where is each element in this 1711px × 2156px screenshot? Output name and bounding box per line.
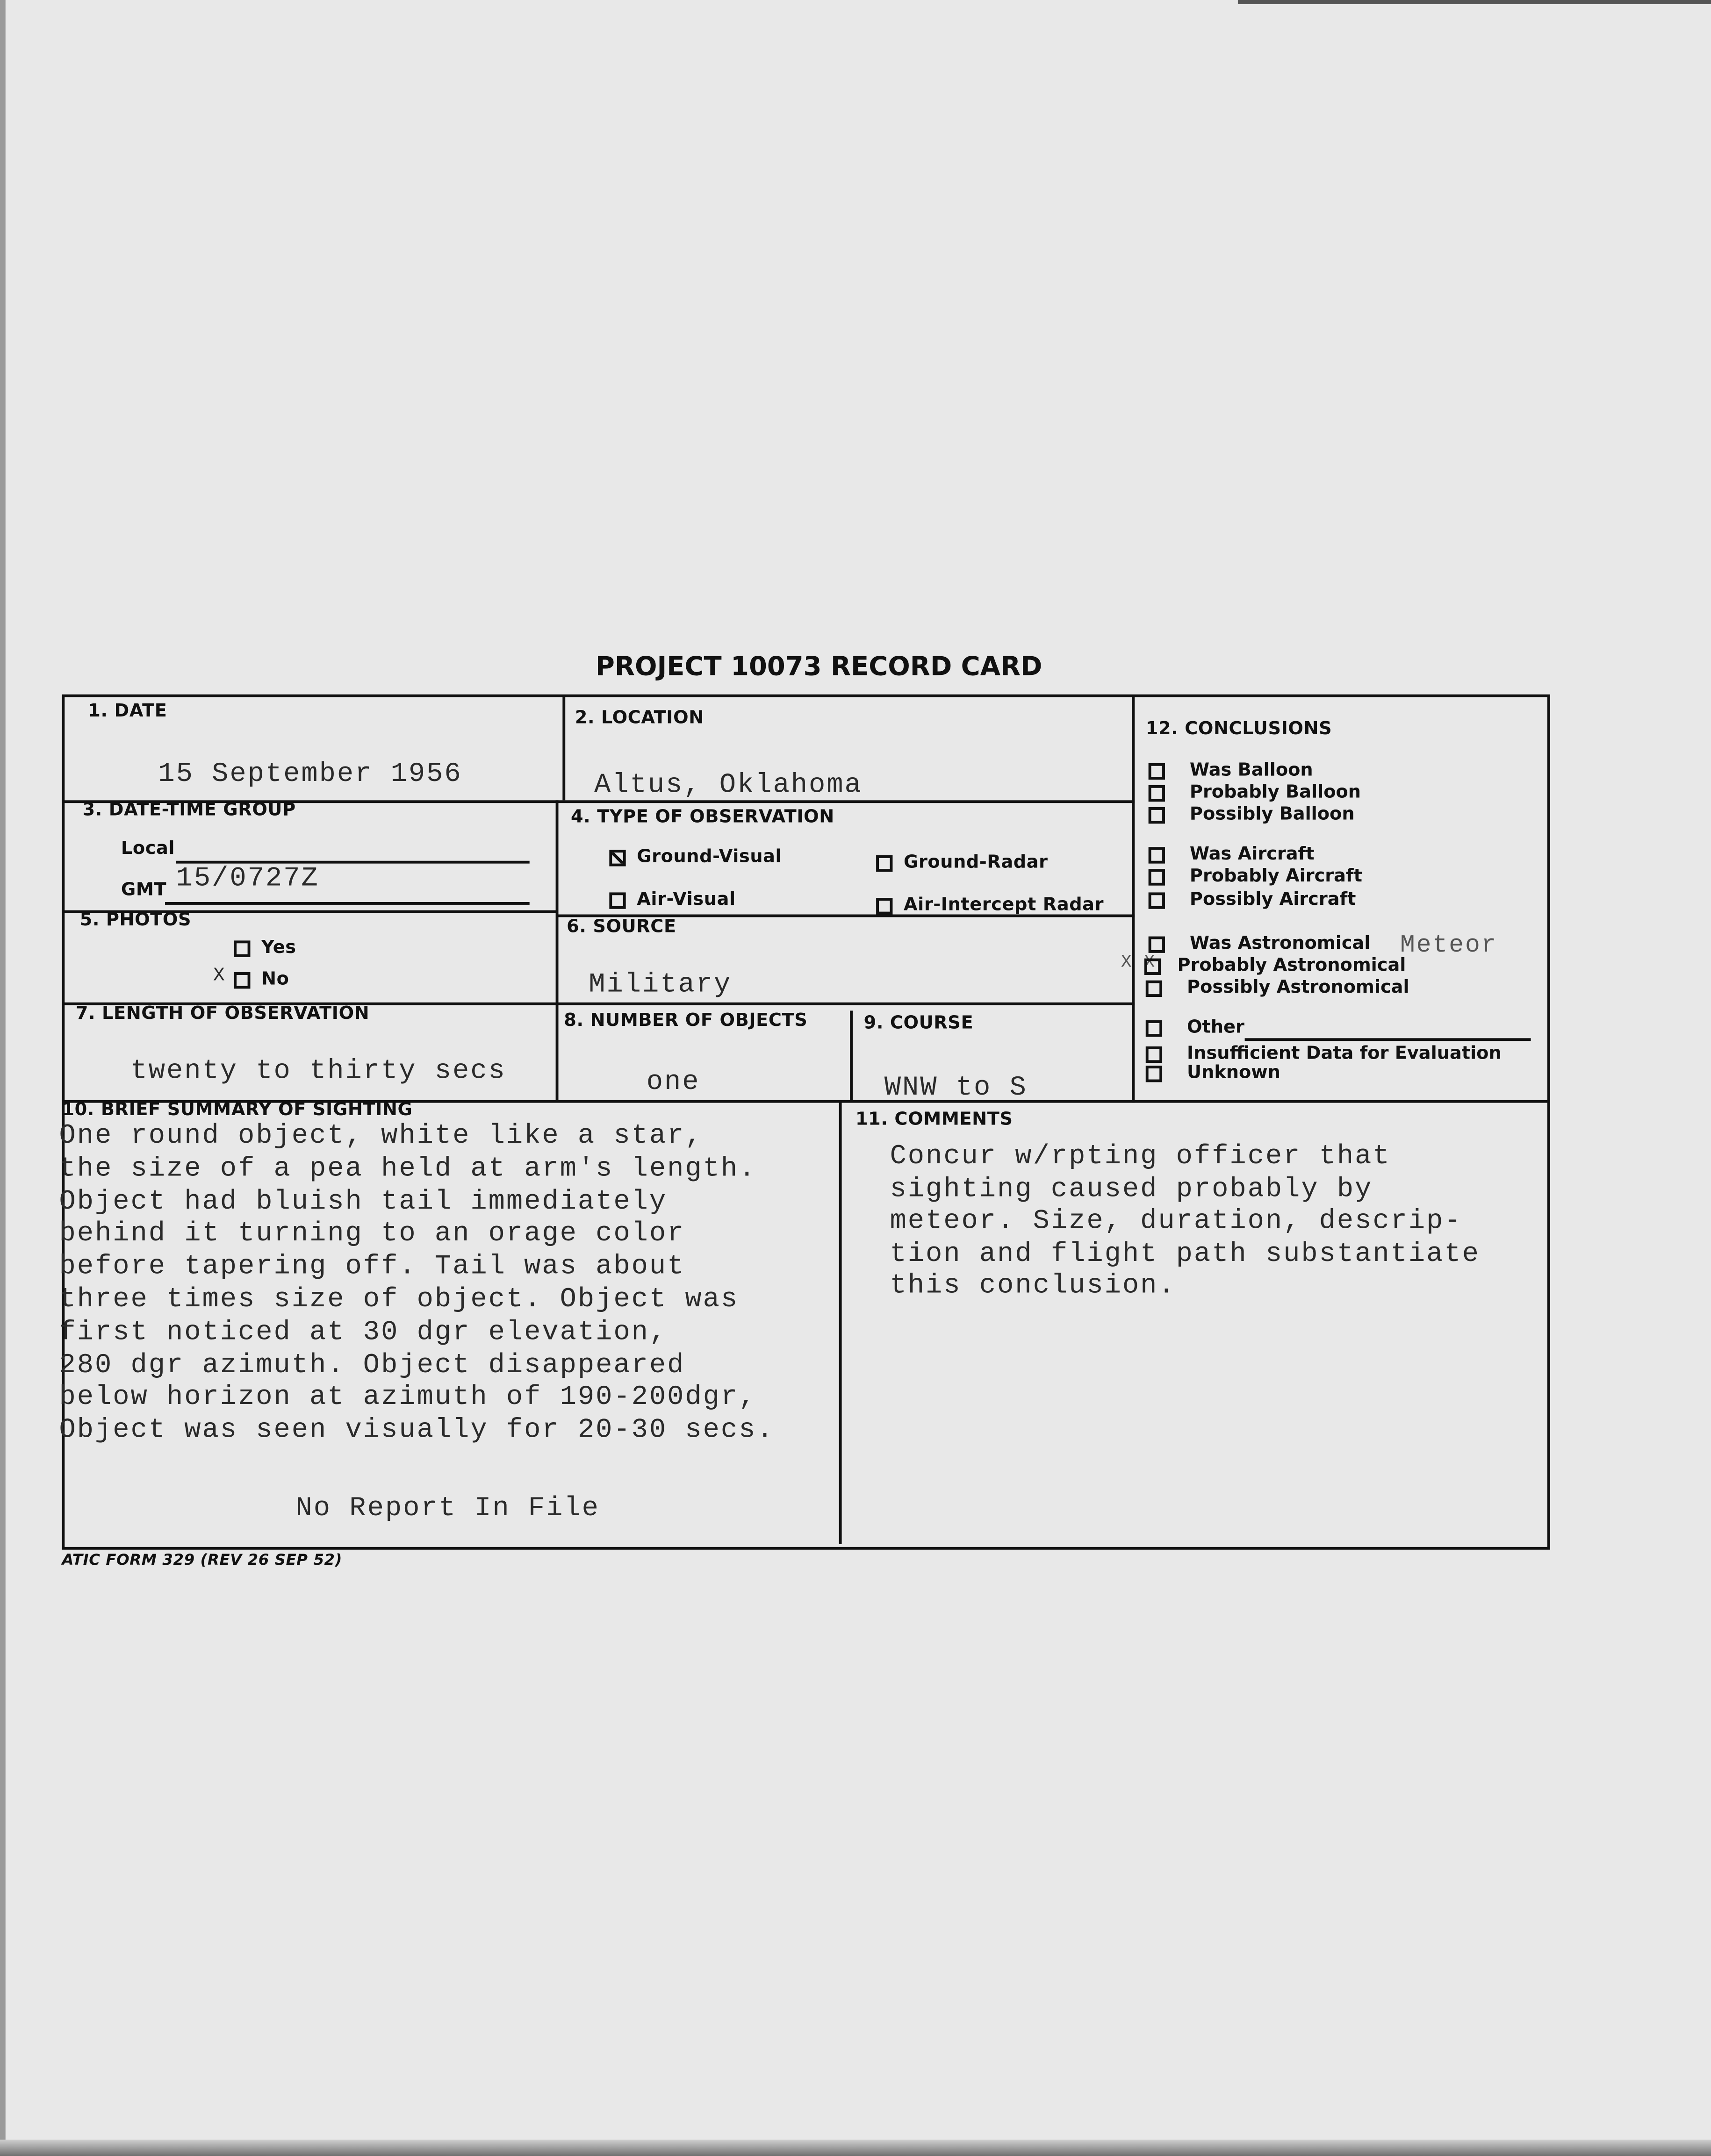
location-label: 2. LOCATION — [575, 708, 704, 729]
scan-edge-top — [1238, 0, 1711, 4]
conclusion-label: Unknown — [1187, 1063, 1280, 1084]
course-label: 9. COURSE — [863, 1013, 974, 1034]
checkbox-icon — [609, 892, 625, 908]
date-time-group-label: 3. DATE-TIME GROUP — [82, 800, 296, 821]
option-label: Air-Visual — [637, 889, 736, 910]
conclusion-label: Probably Balloon — [1189, 782, 1361, 803]
conclusion-possibly-aircraft — [1149, 890, 1356, 910]
conclusion-probably-astronomical — [1144, 956, 1406, 976]
conclusion-label: Probably Aircraft — [1189, 866, 1362, 887]
conclusion-possibly-balloon — [1149, 804, 1355, 825]
conclusions-label: 12. CONCLUSIONS — [1145, 719, 1332, 740]
gmt-field-line — [165, 902, 530, 904]
scan-edge-left — [0, 0, 6, 2156]
location-value: Altus, Oklahoma — [594, 770, 863, 802]
conclusion-label: Was Aircraft — [1189, 844, 1315, 865]
source-value: Military — [589, 969, 732, 1001]
checkbox-checked-icon — [1144, 958, 1161, 974]
summary-line: first noticed at 30 dgr elevation, — [59, 1317, 668, 1349]
checkbox-icon — [876, 855, 892, 871]
photos-label: 5. PHOTOS — [79, 910, 192, 931]
checkbox-icon — [1149, 892, 1165, 908]
option-ground-radar — [876, 852, 1048, 873]
comment-line: sighting caused probably by — [890, 1174, 1373, 1205]
conclusion-label: Other — [1187, 1017, 1244, 1039]
checkbox-icon — [1149, 936, 1165, 952]
photos-no — [234, 969, 289, 990]
checkbox-icon — [876, 897, 892, 914]
checkbox-icon — [1149, 807, 1165, 823]
conclusion-possibly-astronomical — [1146, 978, 1409, 998]
conclusion-label: Insufficient Data for Evaluation — [1187, 1044, 1502, 1065]
conclusion-insufficient-data — [1146, 1044, 1502, 1064]
card-title: PROJECT 10073 RECORD CARD — [595, 652, 1042, 682]
typed-note-meteor: Meteor — [1400, 932, 1498, 960]
conclusion-label: Probably Astronomical — [1177, 955, 1406, 976]
summary-line: Object had bluish tail immediately — [59, 1186, 668, 1218]
divider — [839, 1100, 842, 1544]
divider — [1132, 697, 1135, 1103]
length-value: twenty to thirty secs — [130, 1056, 506, 1088]
comments-label: 11. COMMENTS — [855, 1110, 1013, 1131]
type-of-observation-label: 4. TYPE OF OBSERVATION — [570, 807, 834, 828]
checkbox-icon — [1146, 1046, 1162, 1062]
conclusion-label: Possibly Balloon — [1189, 804, 1355, 825]
conclusion-label: Possibly Aircraft — [1189, 889, 1356, 910]
checkbox-icon — [234, 972, 250, 988]
option-label: Yes — [261, 938, 296, 959]
scan-edge-bottom — [0, 2140, 1711, 2156]
option-ground-visual — [609, 847, 782, 867]
checkbox-icon — [1149, 784, 1165, 801]
course-value: WNW to S — [884, 1072, 1028, 1104]
conclusion-was-astronomical — [1149, 934, 1371, 954]
gmt-label: GMT — [121, 880, 167, 901]
divider — [556, 800, 559, 1100]
comment-line: Concur w/rpting officer that — [890, 1141, 1391, 1173]
summary-line: the size of a pea held at arm's length. — [59, 1153, 757, 1185]
checkbox-icon — [1149, 762, 1165, 779]
local-label: Local — [121, 838, 175, 860]
summary-line: three times size of object. Object was — [59, 1284, 739, 1316]
divider — [850, 1010, 853, 1100]
checkbox-icon — [1149, 846, 1165, 863]
number-of-objects-value: one — [646, 1067, 700, 1099]
conclusion-other — [1146, 1017, 1244, 1038]
checkbox-icon — [1146, 1065, 1162, 1082]
comment-line: this conclusion. — [890, 1270, 1176, 1303]
option-label: Air-Intercept Radar — [903, 895, 1104, 916]
date-value: 15 September 1956 — [158, 759, 462, 791]
summary-line: Object was seen visually for 20-30 secs. — [59, 1415, 775, 1447]
source-label: 6. SOURCE — [567, 917, 676, 938]
conclusion-probably-balloon — [1149, 782, 1361, 803]
summary-line: below horizon at azimuth of 190-200dgr, — [59, 1382, 757, 1414]
summary-label: 10. BRIEF SUMMARY OF SIGHTING — [62, 1100, 413, 1121]
option-label: No — [261, 969, 289, 990]
option-air-intercept-radar — [876, 895, 1104, 916]
length-label: 7. LENGTH OF OBSERVATION — [75, 1003, 370, 1024]
other-field-line — [1245, 1038, 1531, 1040]
checkbox-icon — [234, 940, 250, 956]
summary-line: before tapering off. Tail was about — [59, 1251, 685, 1283]
date-label: 1. DATE — [88, 701, 167, 722]
comment-line: tion and flight path substantiate — [890, 1238, 1480, 1270]
option-label: Ground-Visual — [637, 847, 782, 868]
comments-text — [890, 1141, 1480, 1303]
checkbox-checked-icon — [609, 849, 625, 866]
checkbox-icon — [1146, 980, 1162, 996]
number-of-objects-label: 8. NUMBER OF OBJECTS — [564, 1010, 808, 1031]
summary-line: 280 dgr azimuth. Object disappeared — [59, 1349, 685, 1382]
divider — [562, 697, 565, 801]
gmt-value: 15/0727Z — [176, 863, 319, 895]
photos-no-mark: X — [213, 965, 226, 988]
photos-yes — [234, 938, 296, 959]
conclusion-label: Possibly Astronomical — [1187, 977, 1409, 998]
conclusion-was-balloon — [1149, 760, 1313, 781]
conclusion-unknown — [1146, 1063, 1280, 1083]
summary-line: behind it turning to an orage color — [59, 1218, 685, 1251]
conclusion-probably-aircraft — [1149, 867, 1362, 887]
option-air-visual — [609, 890, 735, 910]
form-footer: ATIC FORM 329 (REV 26 SEP 52) — [62, 1551, 343, 1569]
checkbox-icon — [1146, 1020, 1162, 1036]
option-label: Ground-Radar — [903, 852, 1048, 874]
summary-line: One round object, white like a star, — [59, 1120, 703, 1153]
comment-line: meteor. Size, duration, descrip- — [890, 1206, 1462, 1238]
conclusion-label: Was Astronomical — [1189, 933, 1371, 954]
summary-note: No Report In File — [295, 1493, 600, 1525]
summary-text — [59, 1121, 775, 1448]
conclusion-was-aircraft — [1149, 844, 1315, 865]
local-field-line — [176, 861, 530, 863]
conclusion-check-mark: XX — [1121, 951, 1167, 973]
conclusion-label: Was Balloon — [1189, 760, 1313, 781]
checkbox-icon — [1149, 868, 1165, 885]
